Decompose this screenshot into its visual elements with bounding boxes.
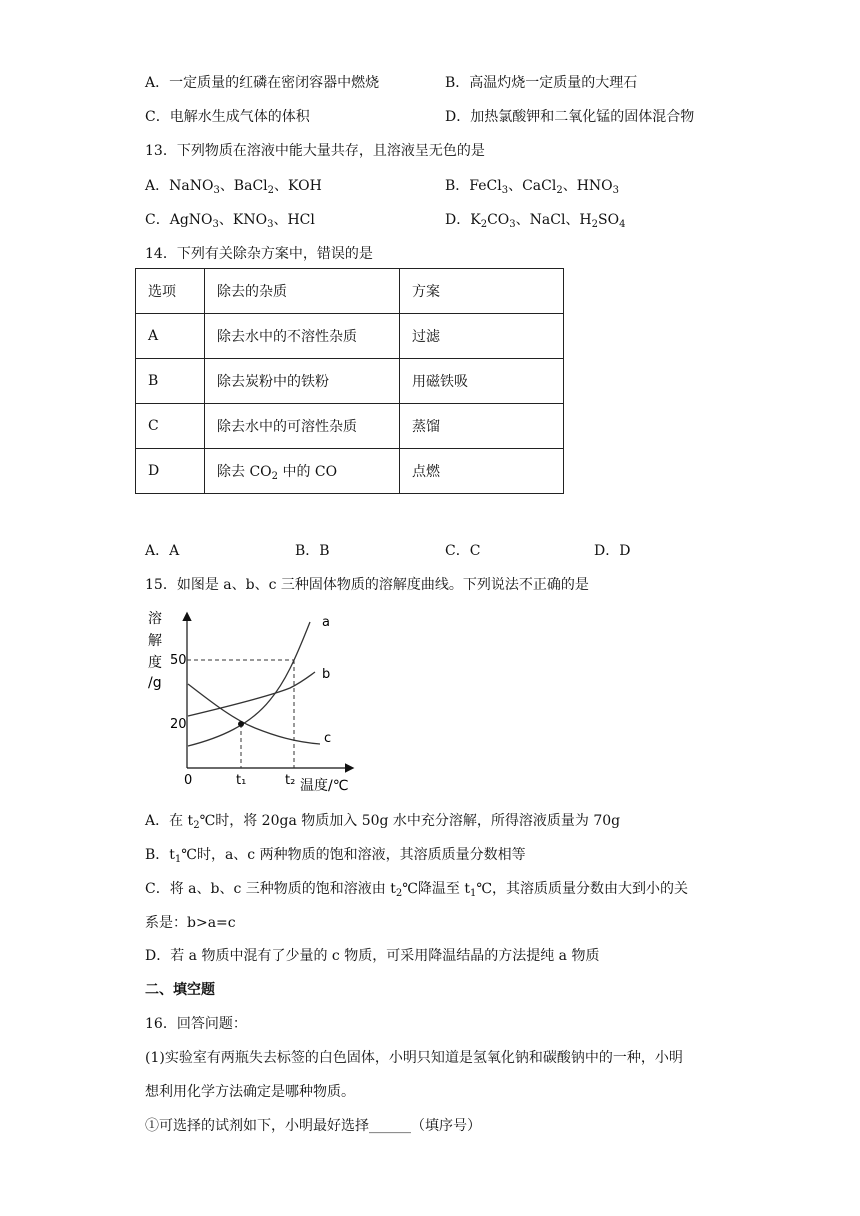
table-cell: B — [136, 359, 205, 404]
q14-option-a: A．A — [145, 543, 180, 559]
table-cell: 除去水中的可溶性杂质 — [205, 404, 400, 449]
y-axis-label-3: 度 — [148, 655, 162, 671]
table-cell: D — [136, 449, 205, 494]
table-row — [136, 314, 564, 359]
table-row — [136, 359, 564, 404]
q15-option-d: D．若 a 物质中混有了少量的 c 物质，可采用降温结晶的方法提纯 a 物质 — [145, 948, 600, 964]
x-tick-0: 0 — [184, 773, 193, 788]
x-tick-t1: t₁ — [236, 773, 247, 788]
table-cell: 点燃 — [400, 449, 564, 494]
y-tick-20: 20 — [170, 717, 187, 732]
q16-part1-q1: ①可选择的试剂如下，小明最好选择______（填序号） — [145, 1118, 481, 1134]
table-header-row — [136, 269, 564, 314]
q16-part1-line2: 想利用化学方法确定是哪种物质。 — [145, 1084, 355, 1100]
curve-label-c: c — [324, 731, 332, 746]
q14-option-c: C．C — [445, 543, 481, 559]
q13-option-d: D．$K_2CO_3$、NaCl、$H_2SO_4$ — [445, 212, 626, 230]
q12-option-c: C．电解水生成气体的体积 — [145, 109, 310, 125]
table-header-cell: 方案 — [400, 269, 564, 314]
y-axis-label-1: 溶 — [148, 611, 162, 627]
curve-c — [188, 684, 320, 744]
table-cell: 除去水中的不溶性杂质 — [205, 314, 400, 359]
q14-option-d: D．D — [594, 543, 631, 559]
table-row — [136, 449, 564, 494]
curve-a — [188, 622, 310, 746]
q13-option-a: A．NaNO$_3$、BaCl$_2$、KOH — [145, 178, 322, 196]
curve-label-a: a — [322, 615, 330, 630]
x-axis-label: 温度/℃ — [300, 778, 349, 794]
q13-option-b: B．FeCl$_3$、CaCl$_2$、$HNO_3$ — [445, 178, 620, 196]
q15-option-c-cont: 系是：b>a=c — [145, 915, 236, 931]
x-tick-t2: t₂ — [285, 773, 296, 788]
q15-option-b: B．$t_1℃$时，a、c 两种物质的饱和溶液，其溶质质量分数相等 — [145, 847, 526, 865]
section-heading: 二、填空题 — [145, 982, 215, 998]
q14-stem: 14．下列有关除杂方案中，错误的是 — [145, 246, 373, 262]
q12-option-a: A．一定质量的红磷在密闭容器中燃烧 — [145, 75, 380, 91]
table-cell: 除去 $CO_2$ 中的 CO — [205, 449, 400, 494]
q15-stem: 15．如图是 a、b、c 三种固体物质的溶解度曲线。下列说法不正确的是 — [145, 577, 589, 593]
q16-stem: 16．回答问题： — [145, 1016, 247, 1032]
curve-label-b: b — [322, 667, 331, 682]
q14-table — [135, 268, 564, 494]
q16-part1-line1: (1)实验室有两瓶失去标签的白色固体，小明只知道是氢氧化钠和碳酸钠中的一种，小明 — [145, 1050, 683, 1066]
table-header-cell: 除去的杂质 — [205, 269, 400, 314]
q15-option-a: A．在 $t_2℃$时，将 20ga 物质加入 50g 水中充分溶解，所得溶液质量为 70g — [145, 813, 621, 831]
q12-option-b: B．高温灼烧一定质量的大理石 — [445, 75, 638, 91]
q13-option-c: C．AgNO$_3$、$KNO_3$、HCl — [145, 212, 315, 230]
table-header-cell: 选项 — [136, 269, 205, 314]
curve-b — [188, 672, 315, 716]
table-cell: C — [136, 404, 205, 449]
intersection-point — [238, 721, 244, 727]
table-cell: 蒸馏 — [400, 404, 564, 449]
table-cell: 除去炭粉中的铁粉 — [205, 359, 400, 404]
y-axis-label-2: 解 — [148, 633, 162, 649]
table-row — [136, 404, 564, 449]
q14-option-b: B．B — [295, 543, 330, 559]
y-axis-label-4: /g — [148, 675, 162, 691]
q12-option-d: D．加热氯酸钾和二氧化锰的固体混合物 — [445, 109, 695, 125]
q15-option-c: C．将 a、b、c 三种物质的饱和溶液由 $t_2℃$降温至 $t_1℃$，其溶质质量分数由大到小的关 — [145, 881, 689, 899]
table-cell: 用磁铁吸 — [400, 359, 564, 404]
q13-stem: 13．下列物质在溶液中能大量共存，且溶液呈无色的是 — [145, 143, 485, 159]
table-cell: A — [136, 314, 205, 359]
solubility-curve-chart — [140, 600, 370, 800]
table-cell: 过滤 — [400, 314, 564, 359]
y-tick-50: 50 — [170, 653, 187, 668]
